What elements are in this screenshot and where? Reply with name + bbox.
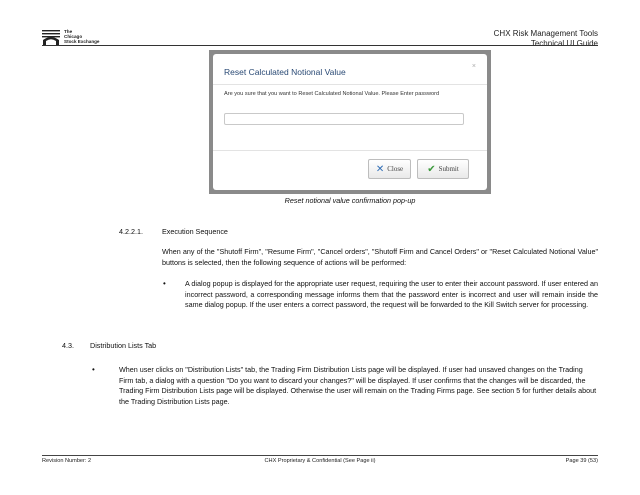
footer-divider — [42, 455, 598, 456]
submit-button[interactable] — [417, 159, 469, 179]
dialog-footer-divider — [213, 150, 487, 151]
submit-button-label: Submit — [438, 165, 459, 173]
document-header — [494, 29, 598, 49]
distribution-lists-bullet: When user clicks on "Distribution Lists" tab, the Trading Firm Distribution Lists page will be displayed. If user had unsaved changes on the Trading Firm tab, a dialog with a question "Do you want to discard your changes?" will be displayed. If user confirms that the changes will be discarded, the Trading Firm Distribution Lists page will be displayed. Otherwise the user will remain on the Trading Firms page. See section 5 for further details about the Trading Distribution Lists page. — [119, 365, 597, 406]
x-icon: ✕ — [375, 163, 385, 175]
page-number: Page 39 (53) — [565, 458, 598, 464]
checkmark-icon: ✔ — [427, 163, 436, 175]
dialog-title: Reset Calculated Notional Value — [224, 67, 346, 77]
revision-number: Revision Number: 2 — [42, 458, 92, 464]
confidentiality-notice: CHX Proprietary & Confidential (See Page ii) — [264, 458, 376, 464]
dialog-header-divider — [213, 84, 487, 85]
dialog-screenshot — [209, 50, 491, 194]
section-title: Distribution Lists Tab — [90, 341, 157, 350]
execution-sequence-bullet: A dialog popup is displayed for the appropriate user request, requiring the user to enter their account password. If user entered an incorrect password, a corresponding message informs them that the password enter is incorrect and user will remain inside the same dialog popup. If the user enters a correct password, the request will be forwarded to the Kill Switch server for processing. — [185, 279, 598, 309]
logo-line-2: Chicago — [64, 34, 83, 39]
document-title: CHX Risk Management Tools — [493, 29, 598, 38]
dialog-message: Are you sure that you want to Reset Calculated Notional Value. Please Enter password — [224, 91, 440, 97]
figure-caption: Reset notional value confirmation pop-up — [284, 196, 416, 205]
bullet-marker: • — [163, 279, 166, 288]
section-intro-paragraph: When any of the "Shutoff Firm", "Resume Firm", "Cancel orders", "Shutoff Firm and Cancel Orders" or "Reset Calculated Notional Value" buttons is selected, then the following sequence of actions will be performed: — [162, 247, 598, 267]
close-button-label: Close — [387, 165, 404, 173]
header-divider — [42, 45, 598, 46]
section-number: 4.3. — [62, 341, 74, 350]
close-button[interactable] — [368, 159, 411, 179]
logo-text — [64, 29, 100, 44]
chx-logo — [42, 29, 122, 45]
dialog-close-icon[interactable]: × — [471, 63, 476, 70]
bullet-marker: • — [92, 365, 95, 374]
section-title: Execution Sequence — [162, 227, 228, 236]
document-subtitle: Technical UI Guide — [530, 39, 598, 48]
section-number: 4.2.2.1. — [119, 227, 143, 236]
password-input[interactable] — [224, 113, 464, 125]
reset-notional-dialog — [213, 54, 487, 190]
logo-line-1: The — [64, 29, 73, 34]
logo-line-3: Stock Exchange — [64, 39, 100, 44]
chx-logo-icon — [42, 29, 60, 45]
